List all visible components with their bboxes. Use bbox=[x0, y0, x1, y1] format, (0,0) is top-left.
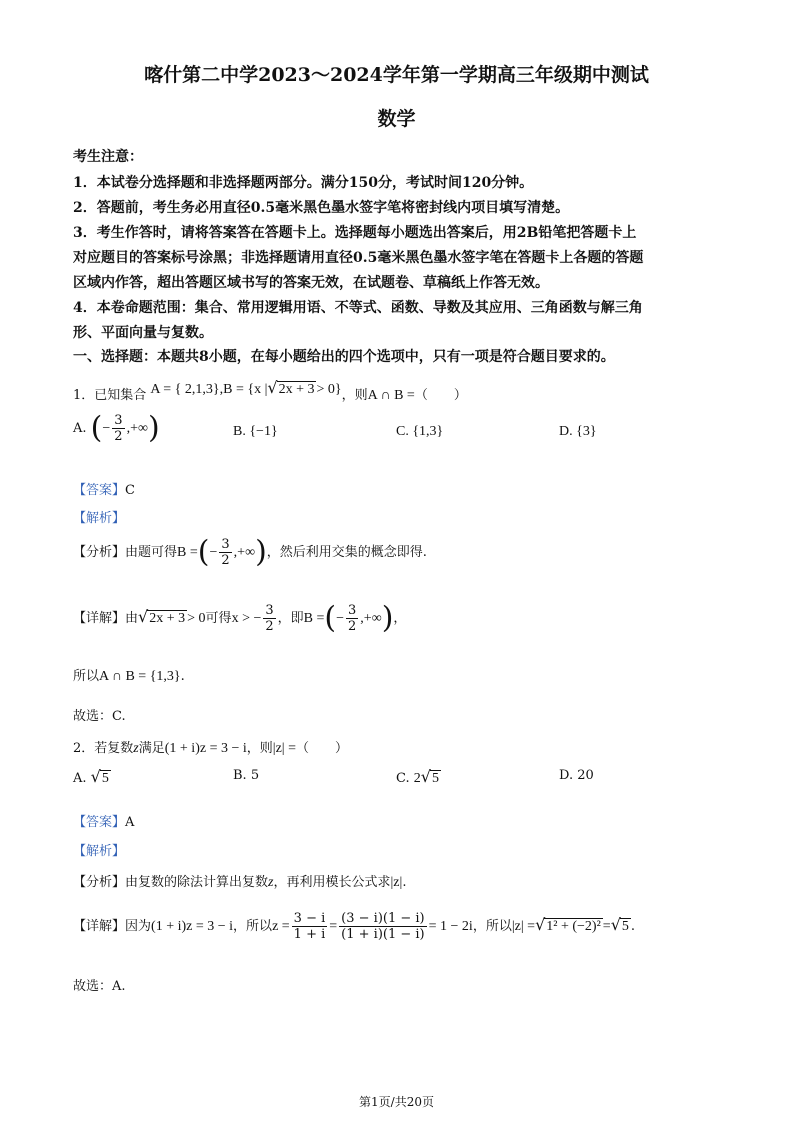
q1-set-a: A = { 2,1,3} bbox=[150, 382, 220, 397]
q2-mid: 满足 bbox=[138, 741, 165, 756]
q1-answer bbox=[73, 479, 135, 498]
q2-fenxi-text1: 由复数的除法计算出复数 bbox=[125, 875, 269, 890]
q2-xj-f1-den: 1 + i bbox=[293, 927, 326, 942]
q1-fenxi-pre: 由题可得 bbox=[125, 545, 178, 560]
question-2 bbox=[73, 737, 348, 757]
q1-intersection: A ∩ B = bbox=[367, 388, 415, 403]
q1-analysis-tag: 【解析】 bbox=[73, 511, 126, 526]
notice-item-3-line1: 3．考生作答时，请将答案答在答题卡上。选择题每小题选出答案后，用2B铅笔把答题卡上 bbox=[73, 225, 637, 241]
q1-xj-btail: ,+∞ bbox=[360, 611, 382, 626]
question-1 bbox=[73, 378, 467, 404]
sqrt-icon: √ bbox=[90, 767, 101, 786]
q1-option-a-label: A. bbox=[73, 421, 87, 436]
q2-fenxi-z: z bbox=[268, 875, 274, 890]
q1-xj-num: 3 bbox=[265, 603, 274, 618]
q2-option-b: B. 5 bbox=[233, 768, 260, 783]
q1-xiangjie: 【详解】由√2x + 3 > 0可得x > − $\frac{3}{2}$ ，即B =(− $\frac{3}{2}$ ,+∞)， bbox=[73, 600, 407, 636]
q2-xj-so: ，所以 bbox=[233, 919, 273, 934]
q2-eq: (1 + i)z = 3 − i bbox=[164, 741, 247, 756]
q2-option-a-val: 5 bbox=[101, 771, 109, 786]
sqrt-icon: √ bbox=[267, 378, 278, 397]
q2-fenxi-tag: 【分析】 bbox=[73, 875, 126, 890]
q2-xj-radicand: 1² + (−2)² bbox=[546, 919, 601, 934]
q2-then: ，则 bbox=[246, 741, 273, 756]
q1-option-a-den: 2 bbox=[114, 429, 123, 444]
q2-option-c bbox=[396, 767, 441, 787]
sqrt-icon: √ bbox=[535, 915, 546, 934]
q2-fenxi-mod: |z| bbox=[390, 875, 403, 890]
q1-fenxi-num: 3 bbox=[221, 537, 230, 552]
q2-xj-mod: |z| = bbox=[511, 919, 536, 934]
q2-xj-f1-num: 3 − i bbox=[293, 911, 326, 926]
q1-xj-then: ，即 bbox=[277, 611, 304, 626]
q1-xj-bnum: 3 bbox=[348, 603, 357, 618]
q1-fenxi-den: 2 bbox=[221, 553, 230, 568]
notice-item-4-line1: 4．本卷命题范围：集合、常用逻辑用语、不等式、函数、导数及其应用、三角函数与解三角 bbox=[73, 300, 643, 316]
q2-xj-z: z = bbox=[272, 919, 290, 934]
exam-title: 喀什第二中学2023～2024学年第一学期高三年级期中测试 bbox=[144, 64, 649, 86]
q1-fenxi-tail: ,+∞ bbox=[233, 545, 256, 560]
q1-xj-pre: 由 bbox=[125, 611, 139, 626]
q2-xj-eq: (1 + i)z = 3 − i bbox=[151, 919, 234, 934]
notice-item-3-line3: 区域内作答，超出答题区域书写的答案无效，在试题卷、草稿纸上作答无效。 bbox=[73, 275, 549, 291]
q2-xj-sqrt5: 5 bbox=[621, 919, 629, 934]
q1-xj-radicand: 2x + 3 bbox=[149, 611, 186, 626]
q2-fenxi-end: . bbox=[402, 875, 407, 890]
q2-xj-eq2: = bbox=[602, 919, 611, 934]
q2-z: z bbox=[133, 741, 139, 756]
q1-result-end: . bbox=[180, 669, 185, 684]
page-number: 第1页/共20页 bbox=[359, 1095, 434, 1109]
q1-xj-b: B = bbox=[303, 611, 325, 626]
q1-xiangjie-tag: 【详解】 bbox=[73, 611, 126, 626]
q1-option-c: C. {1,3} bbox=[396, 424, 444, 439]
sqrt-icon: √ bbox=[138, 607, 149, 626]
q2-option-c-val: 5 bbox=[431, 771, 439, 786]
q1-fenxi-b: B = bbox=[177, 545, 198, 560]
q1-result bbox=[73, 665, 185, 685]
q2-xj-res: = 1 − 2i bbox=[428, 919, 473, 934]
q1-blank: （ ） bbox=[414, 388, 467, 403]
q1-option-a-tail: ,+∞ bbox=[126, 421, 148, 436]
q2-option-c-label: C. bbox=[396, 771, 410, 786]
q2-option-c-coef: 2 bbox=[413, 771, 421, 786]
q1-xj-end: ， bbox=[393, 611, 407, 626]
notice-item-1: 1．本试卷分选择题和非选择题两部分。满分150分，考试时间120分钟。 bbox=[73, 175, 534, 191]
q2-choice: 故选：A. bbox=[73, 979, 126, 994]
notice-heading: 考生注意： bbox=[73, 149, 143, 165]
q1-answer-value: C bbox=[125, 483, 135, 498]
q2-xj-f2-den: (1 + i)(1 − i) bbox=[341, 927, 425, 942]
q2-fenxi bbox=[73, 871, 406, 891]
q1-fenxi-post: ，然后利用交集的概念即得. bbox=[266, 545, 427, 560]
q2-xiangjie-tag: 【详解】 bbox=[73, 919, 126, 934]
q1-xj-mid: 可得 bbox=[205, 611, 232, 626]
q1-xj-bden: 2 bbox=[348, 619, 357, 634]
q1-choice: 故选：C. bbox=[73, 709, 126, 724]
q1-xj-gt: > 0 bbox=[187, 611, 206, 626]
q1-xj-den: 2 bbox=[265, 619, 274, 634]
notice-item-2: 2．答题前，考生务必用直径0.5毫米黑色墨水签字笔将密封线内项目填写清楚。 bbox=[73, 200, 570, 216]
q2-xiangjie: 【详解】因为(1 + i)z = 3 − i，所以z = $\frac{3 - i}{1 + i}$ = $\frac{(3 - i)(1 - i)}{(1 + i)(1 - i)}$ = 1 − 2i，所以|z| =√1² + (−2)² =√5 . bbox=[73, 911, 636, 942]
q1-result-math: A ∩ B = {1,3} bbox=[99, 669, 181, 684]
q1-fenxi-tag: 【分析】 bbox=[73, 545, 126, 560]
q2-xj-f2-num: (3 − i)(1 − i) bbox=[341, 911, 425, 926]
q2-option-a bbox=[73, 767, 111, 787]
q1-prefix: 1．已知集合 bbox=[73, 388, 147, 403]
q2-xj-pre: 因为 bbox=[125, 919, 152, 934]
q1-suffix: ，则 bbox=[341, 388, 368, 403]
q2-answer-value: A bbox=[125, 815, 135, 830]
q1-option-a: A. (− $\frac{3}{2}$ ,+∞) bbox=[73, 410, 160, 446]
q1-set-b-lhs: ,B = {x | bbox=[219, 382, 268, 397]
sqrt-icon: √ bbox=[420, 767, 431, 786]
sqrt-icon: √ bbox=[610, 915, 621, 934]
section-1-heading: 一、选择题：本题共8小题，在每小题给出的四个选项中，只有一项是符合题目要求的。 bbox=[73, 349, 615, 365]
q2-fenxi-text2: ，再利用模长公式求 bbox=[273, 875, 391, 890]
q2-option-a-label: A. bbox=[73, 771, 87, 786]
q1-fenxi: 【分析】由题可得B =(− $\frac{3}{2}$ ,+∞)，然后利用交集的概念即得. bbox=[73, 534, 427, 570]
q1-option-b: B. {−1} bbox=[233, 424, 278, 439]
q2-answer bbox=[73, 811, 134, 830]
q1-option-d: D. {3} bbox=[559, 424, 597, 439]
q1-xj-x: x > − bbox=[231, 611, 262, 626]
q1-answer-tag: 【答案】 bbox=[73, 483, 126, 498]
q1-option-a-num: 3 bbox=[114, 413, 123, 428]
notice-item-3-line2: 对应题目的答案标号涂黑；非选择题请用直径0.5毫米黑色墨水签字笔在答题卡上各题的答题 bbox=[73, 250, 644, 266]
q2-analysis-tag: 【解析】 bbox=[73, 844, 126, 859]
q1-result-pre: 所以 bbox=[73, 669, 100, 684]
subject-title: 数学 bbox=[377, 108, 416, 130]
q2-modz: |z| = bbox=[272, 741, 296, 756]
q2-xj-end: . bbox=[630, 919, 636, 934]
q1-option-a-minus: − bbox=[102, 421, 111, 436]
q2-xj-so2: ，所以 bbox=[472, 919, 512, 934]
q1-set-b-rhs: > 0} bbox=[316, 382, 342, 397]
q2-blank: （ ） bbox=[296, 741, 349, 756]
q2-prefix: 2．若复数 bbox=[73, 741, 134, 756]
q2-answer-tag: 【答案】 bbox=[73, 815, 126, 830]
q1-set-b-radicand: 2x + 3 bbox=[278, 382, 315, 397]
notice-item-4-line2: 形、平面向量与复数。 bbox=[73, 325, 213, 341]
q2-option-d: D. 20 bbox=[559, 768, 594, 783]
